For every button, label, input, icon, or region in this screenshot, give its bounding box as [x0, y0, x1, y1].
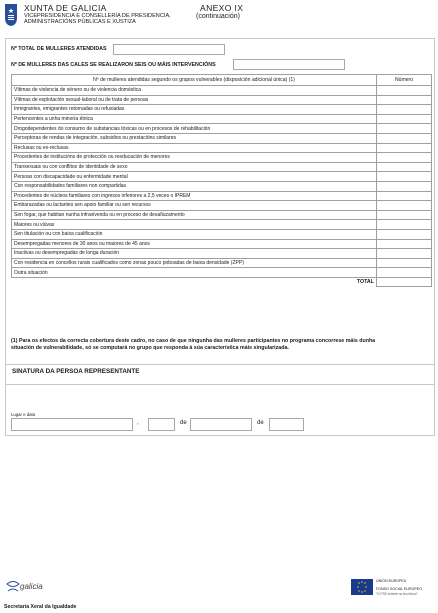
group-label: Pertencentes a unha minoría étnica: [12, 114, 377, 124]
table-row: [12, 172, 432, 182]
group-label: Outra situación: [12, 268, 377, 278]
table-row: [12, 210, 432, 220]
eu-line2: FONDO SOCIAL EUROPEO: [376, 587, 422, 591]
secretaria-label: Secretaría Xeral da Igualdade: [4, 604, 77, 610]
annex-title: ANEXO IX: [200, 3, 244, 13]
group-number-field[interactable]: [377, 86, 432, 96]
year-field[interactable]: [269, 418, 304, 431]
group-label: Con responsabilidades familiares non compartidas: [12, 181, 377, 191]
group-number-field[interactable]: [377, 181, 432, 191]
table-row: [12, 133, 432, 143]
de-separator-1: de: [180, 420, 187, 426]
group-label: Sen titulación ou con baixa cualificación: [12, 229, 377, 239]
table-row: [12, 143, 432, 153]
group-label: Reclusas ou ex-reclusas: [12, 143, 377, 153]
table-row: [12, 201, 432, 211]
group-number-field[interactable]: [377, 133, 432, 143]
total-women-field[interactable]: [113, 44, 225, 55]
xunta-shield-icon: [4, 3, 18, 27]
total-row: [12, 277, 432, 287]
group-label: Inactivas ou desempregadas de longa duración: [12, 249, 377, 259]
table-header-row: [12, 75, 432, 86]
org-subtitle-line2: ADMINISTRACIÓNS PÚBLICAS E XUSTIZA: [24, 19, 136, 26]
group-label: Embarazadas ou lactantes sen apoio familiar ou sen recursos: [12, 201, 377, 211]
table-row: [12, 153, 432, 163]
table-row: [12, 220, 432, 230]
de-separator-2: de: [257, 420, 264, 426]
group-number-field[interactable]: [377, 201, 432, 211]
group-number-field[interactable]: [377, 229, 432, 239]
footnote: [11, 338, 432, 353]
table-row: [12, 162, 432, 172]
day-field[interactable]: [148, 418, 175, 431]
group-label: Vítimas de violencia de xénero ou de violencia doméstica: [12, 86, 377, 96]
header-number: Número: [377, 75, 432, 86]
group-number-field[interactable]: [377, 172, 432, 182]
six-or-more-label: Nº DE MULLERES DAS CALES SE REALIZARON SEIS OU MÁIS INTERVENCIÓNS: [11, 62, 216, 68]
table-row: [12, 249, 432, 259]
header-group: Nº de mulleres atendidas segundo os grupos vulnerables (disposición adicional única) (1): [12, 75, 377, 86]
group-label: Sen fogar, que habitan nunha infravivenda ou en proceso de desafiuzamento: [12, 210, 377, 220]
month-field[interactable]: [190, 418, 252, 431]
table-row: [12, 86, 432, 96]
group-label: Perceptoras de rendas de integración, subsidios ou prestacións similares: [12, 133, 377, 143]
group-number-field[interactable]: [377, 191, 432, 201]
eu-line3: "O FSE invierte no teu futuro": [376, 592, 418, 596]
group-label: Procedentes de núcleos familiares con ingresos inferiores a 2,5 veces o IPREM: [12, 191, 377, 201]
table-row: [12, 124, 432, 134]
group-number-field[interactable]: [377, 239, 432, 249]
table-row: [12, 191, 432, 201]
group-label: Maiores ou viúvas: [12, 220, 377, 230]
group-label: Inmigrantes, emigrantes retornadas ou refuxiadas: [12, 105, 377, 115]
table-row: [12, 258, 432, 268]
footnote-line1: (1) Para os efectos da correcta cobertura deste cadro, no caso de que ningunha das mulleres participantes no programa concorrese máis dunha: [11, 338, 376, 344]
group-number-field[interactable]: [377, 114, 432, 124]
org-subtitle: [24, 13, 199, 26]
six-or-more-field[interactable]: [233, 59, 345, 70]
group-label: Con residencia en concellos rurais cualificados como zonas pouco poboadas de baixa densidade (ZPP): [12, 258, 377, 268]
table-row: [12, 114, 432, 124]
group-label: Persoas con discapacidade ou enfermidade mental: [12, 172, 377, 182]
total-label: TOTAL: [12, 277, 377, 287]
org-subtitle-line1: VICEPRESIDENCIA E CONSELLERÍA DE PRESIDENCIA,: [24, 13, 171, 19]
table-row: [12, 105, 432, 115]
annex-subtitle: (continuación): [196, 13, 240, 20]
place-field[interactable]: [11, 418, 133, 431]
group-number-field[interactable]: [377, 210, 432, 220]
group-number-field[interactable]: [377, 95, 432, 105]
galicia-logo-text: galicia: [20, 582, 43, 591]
group-number-field[interactable]: [377, 153, 432, 163]
group-number-field[interactable]: [377, 249, 432, 259]
group-label: Procedentes de institucións de protección ou reeducación de menores: [12, 153, 377, 163]
total-number-field[interactable]: [377, 277, 432, 287]
total-women-label: Nº TOTAL DE MULLERES ATENDIDAS: [11, 46, 107, 52]
table-row: [12, 229, 432, 239]
signature-title: SINATURA DA PERSOA REPRESENTANTE: [12, 368, 140, 375]
group-number-field[interactable]: [377, 162, 432, 172]
group-number-field[interactable]: [377, 220, 432, 230]
group-number-field[interactable]: [377, 105, 432, 115]
org-title: XUNTA DE GALICIA: [24, 3, 107, 13]
eu-flag-icon: [351, 579, 373, 595]
group-label: Drogodependentes do consumo de substancias tóxicas ou en procesos de rehabilitación: [12, 124, 377, 134]
comma-separator: ,: [137, 420, 139, 426]
footnote-line2: situación de vulnerabilidade, só se computará no grupo que responda á súa característica máis singularizada.: [11, 345, 289, 352]
group-number-field[interactable]: [377, 124, 432, 134]
table-row: [12, 181, 432, 191]
group-number-field[interactable]: [377, 258, 432, 268]
place-date-label: Lugar e data: [11, 412, 36, 417]
table-row: [12, 268, 432, 278]
vulnerable-groups-table: [11, 74, 432, 287]
group-number-field[interactable]: [377, 268, 432, 278]
group-number-field[interactable]: [377, 143, 432, 153]
group-label: Transexuais ou con conflitos de identidade de sexo: [12, 162, 377, 172]
group-label: Vítimas de explotación sexual-laboral ou de trata de persoas: [12, 95, 377, 105]
eu-line1: UNIÓN EUROPEA: [376, 579, 407, 583]
table-row: [12, 239, 432, 249]
table-row: [12, 95, 432, 105]
group-label: Desempregadas menores de 30 anos ou maiores de 45 anos: [12, 239, 377, 249]
